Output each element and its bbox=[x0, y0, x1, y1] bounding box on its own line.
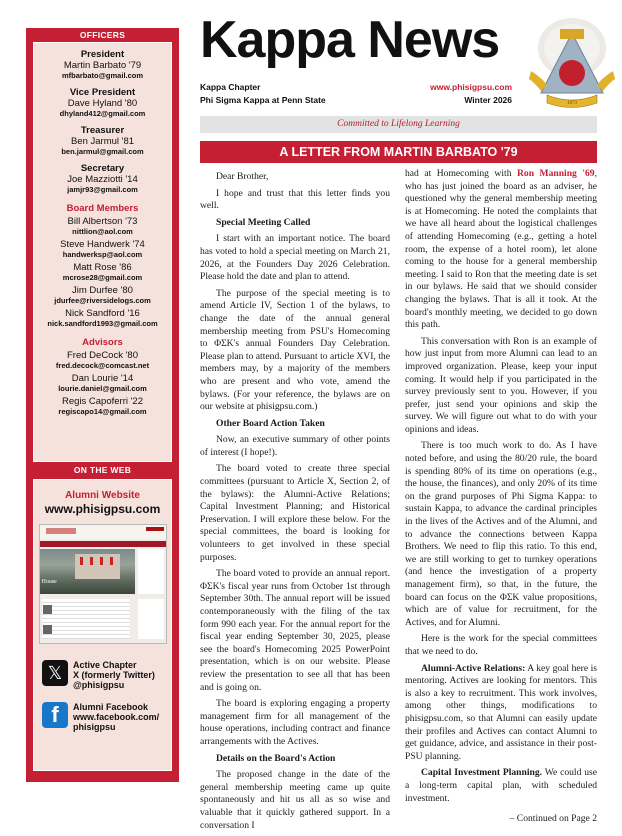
article-column-left bbox=[200, 171, 390, 836]
officer-name: Dave Hyland '80 bbox=[67, 98, 138, 109]
issue-date: Winter 2026 bbox=[464, 95, 512, 105]
committee-label: Alumni-Active Relations: bbox=[421, 662, 526, 674]
paragraph: The proposed change in the date of the general membership meeting came up quite spontaneously and hit us all as so wise and valuable that it quickly gathered support. In a conversation I bbox=[200, 769, 390, 831]
member-email[interactable]: handwerksp@aol.com bbox=[62, 250, 143, 259]
advisor-email[interactable]: lourie.daniel@gmail.com bbox=[58, 384, 147, 393]
paragraph: The purpose of the special meeting is to amend Article IV, Section 1 of the bylaws, to change the date of the annual general membership meeting from PSU's Homecoming to ΦΣK's annual Founders Day Celebration. Please plan to attend. Pursuant to article XVI, the members may, by a majority of the members who are present and who vote, amend the bylaws. (For your reference, the bylaws are on our website at phisigpsu.com.) bbox=[200, 287, 390, 413]
officer-role: Secretary bbox=[80, 163, 125, 174]
social-x-twitter[interactable] bbox=[42, 660, 155, 690]
member-name: Jim Durfee '80 bbox=[72, 285, 133, 296]
social-platform: X (formerly Twitter) bbox=[73, 670, 155, 680]
continued-note: – Continued on Page 2 bbox=[509, 813, 597, 825]
member-email[interactable]: nittlion@aol.com bbox=[72, 227, 133, 236]
paragraph: I hope and trust that this letter finds you well. bbox=[200, 187, 390, 212]
advisor-name: Dan Lourie '14 bbox=[71, 373, 134, 384]
paragraph: There is too much work to do. As I have noted before, and using the 80/20 rule, the board is spending 80% of its time on operations (e.g., the house, the finances), and only 20% of its time on the grand purposes of Phi Sigma Kappa: to sustain Kappa, to advance the cardinal principles in the lives of the Actives and of the Alumni, and to advance the connections between Kappa Brothers. We need to flip this ratio. To this end, we are still working to get to turnkey operations (and hence the investigation of a property management firm), so that, in the future, the board can focus on the ΦΣK value propositions, which are of value for recruitment, for the Actives, and for Alumni. bbox=[405, 440, 597, 628]
highlighted-name: Ron Manning '69 bbox=[516, 168, 595, 179]
website-screenshot bbox=[39, 524, 167, 644]
paragraph: I start with an important notice. The board has voted to hold a special meeting on March 21, 2026, at the Founders Day 2026 Celebration. Please hold the date and plan to attend. bbox=[200, 233, 390, 283]
advisor bbox=[34, 373, 171, 394]
paragraph: Alumni-Active Relations: A key goal here is mentoring. Actives are looking for mentors. This is also a key to recruitment. This work involves, among other things, modifications to phisigpsu.com, so that Alumni can easily update their profiles and Actives can contact Alumni to get guidance, advice, and assistance in their post-PSU planning. bbox=[405, 662, 598, 762]
advisor-email[interactable]: fred.decock@comcast.net bbox=[55, 361, 150, 370]
site-logo bbox=[46, 528, 76, 534]
officer-role: Vice President bbox=[69, 87, 136, 98]
alumni-website-title: Alumni Website bbox=[65, 490, 140, 501]
officer-role: President bbox=[80, 49, 125, 60]
x-twitter-icon: 𝕏 bbox=[42, 660, 68, 686]
site-hero-caption: House bbox=[41, 579, 57, 585]
site-hero-image bbox=[40, 549, 135, 594]
board-member bbox=[34, 285, 171, 306]
board-member bbox=[34, 239, 171, 260]
sidebar bbox=[26, 28, 179, 782]
paragraph: The board voted to provide an annual report. ΦΣK's fiscal year runs from October 1st through September 30th. The annual report will be issued contemporaneously with the filing of the tax form 990 each year. For the annual report for the fiscal year ending September 30, 2025, please see the board's Homecoming 2025 PowerPoint presentation, which is on our website. Please review the presentation to see all that has been and is going on. bbox=[200, 568, 390, 693]
svg-text:1873: 1873 bbox=[567, 101, 577, 106]
officer-president bbox=[34, 49, 171, 81]
social-label: Alumni Facebook bbox=[73, 702, 149, 712]
member-name: Bill Albertson '73 bbox=[67, 216, 138, 227]
alumni-website-link[interactable]: www.phisigpsu.com bbox=[44, 502, 161, 516]
member-name: Steve Handwerk '74 bbox=[60, 239, 145, 250]
member-email[interactable]: jdurfee@riversidelogs.com bbox=[54, 296, 151, 305]
fraternity-crest-icon bbox=[527, 13, 617, 113]
board-members-title: Board Members bbox=[66, 203, 139, 214]
section-heading: Details on the Board's Action bbox=[216, 752, 336, 764]
site-nav-bar bbox=[40, 541, 166, 547]
newsletter-title: Kappa News bbox=[200, 11, 500, 69]
tagline-bar: Committed to Lifelong Learning bbox=[200, 116, 597, 133]
officer-treasurer bbox=[34, 125, 171, 157]
paragraph: had at Homecoming with Ron Manning '69, who has just joined the board as an adviser, he questioned why the general membership meeting is at Homecoming. He noted the complaints that we have all heard about the logistical challenges of attending Homecoming (e.g., getting a hotel room, the expense of a hotel room), let alone coming to the house for a general membership meeting. I said to Ron that the meeting date is set in our bylaws. He said that we should consider changing the bylaws. That is all it took. At the board's monthly meeting, we decided to go down this path. bbox=[405, 168, 597, 331]
officer-name: Joe Mazziotti '14 bbox=[67, 174, 138, 185]
salutation: Dear Brother, bbox=[216, 171, 269, 182]
paragraph: The board is exploring engaging a property management firm for all management of the house operations, including contract and finance arrangements with the Actives. bbox=[200, 698, 390, 747]
member-name: Nick Sandford '16 bbox=[65, 308, 140, 319]
paragraph: The board voted to create three special committees (pursuant to Article X, Section 2, of the bylaws): the Alumni-Active Relations; Capital Investment Planning; and Historical Preservation. I will explore these below. For the special committees, the board is looking for volunteers to get involved in these special purposes. bbox=[200, 463, 390, 563]
social-label: Active Chapter bbox=[73, 660, 137, 670]
officer-name: Martin Barbato '79 bbox=[63, 60, 142, 71]
officer-email[interactable]: ben.jarmul@gmail.com bbox=[61, 147, 144, 156]
advisor-name: Regis Capoferri '22 bbox=[61, 396, 144, 407]
advisor-name: Fred DeCock '80 bbox=[67, 350, 138, 361]
officer-email[interactable]: jamjr93@gmail.com bbox=[67, 185, 138, 194]
article-column-right bbox=[405, 168, 597, 826]
board-member bbox=[34, 262, 171, 283]
officer-vice-president bbox=[34, 87, 171, 119]
member-email[interactable]: mcrose28@gmail.com bbox=[62, 273, 143, 282]
board-member bbox=[34, 308, 171, 329]
officer-name: Ben Jarmul '81 bbox=[70, 136, 135, 147]
paragraph: This conversation with Ron is an example of how just input from more Alumni can lead to an improved organization. Please, keep your input coming. It would help if you participated in the survey previously sent to you. However, if you prefer, just send your opinions and skip the survey. We will figure out what to do with your opinions and ideas. bbox=[405, 335, 597, 435]
advisors-title: Advisors bbox=[82, 337, 123, 348]
officers-header: OFFICERS bbox=[79, 30, 126, 40]
paragraph: Here is the work for the special committees that we need to do. bbox=[405, 633, 597, 657]
facebook-icon: f bbox=[42, 702, 68, 728]
advisor-email[interactable]: regiscapo14@gmail.com bbox=[58, 407, 147, 416]
section-heading: Other Board Action Taken bbox=[216, 417, 325, 429]
board-member bbox=[34, 216, 171, 237]
social-facebook[interactable] bbox=[42, 702, 159, 732]
officer-secretary bbox=[34, 163, 171, 195]
social-url[interactable]: www.facebook.com/ bbox=[73, 712, 160, 722]
advisor bbox=[34, 396, 171, 417]
officer-email[interactable]: mfbarbato@gmail.com bbox=[61, 71, 144, 80]
officer-role: Treasurer bbox=[80, 125, 125, 136]
advisor bbox=[34, 350, 171, 371]
paragraph: Capital Investment Planning. We could use a long-term capital plan, with scheduled investment. bbox=[405, 767, 598, 804]
committee-label: Capital Investment Planning. bbox=[421, 767, 543, 779]
officers-panel bbox=[33, 42, 172, 462]
paragraph: Now, an executive summary of other points of interest (I hope!). bbox=[200, 434, 390, 458]
officer-email[interactable]: dhyland412@gmail.com bbox=[59, 109, 146, 118]
member-email[interactable]: nick.sandford1993@gmail.com bbox=[47, 319, 158, 328]
chapter-name: Kappa Chapter bbox=[200, 82, 261, 92]
social-url-cont[interactable]: phisigpsu bbox=[73, 722, 116, 732]
article-title: A LETTER FROM MARTIN BARBATO '79 bbox=[200, 141, 597, 163]
social-handle[interactable]: @phisigpsu bbox=[73, 680, 125, 690]
member-name: Matt Rose '86 bbox=[73, 262, 132, 273]
on-the-web-header: ON THE WEB bbox=[73, 465, 132, 475]
organization-name: Phi Sigma Kappa at Penn State bbox=[200, 95, 326, 105]
section-heading: Special Meeting Called bbox=[216, 216, 311, 228]
masthead bbox=[198, 10, 518, 110]
header-website-link[interactable]: www.phisigpsu.com bbox=[430, 82, 512, 92]
on-the-web-panel bbox=[33, 479, 172, 771]
